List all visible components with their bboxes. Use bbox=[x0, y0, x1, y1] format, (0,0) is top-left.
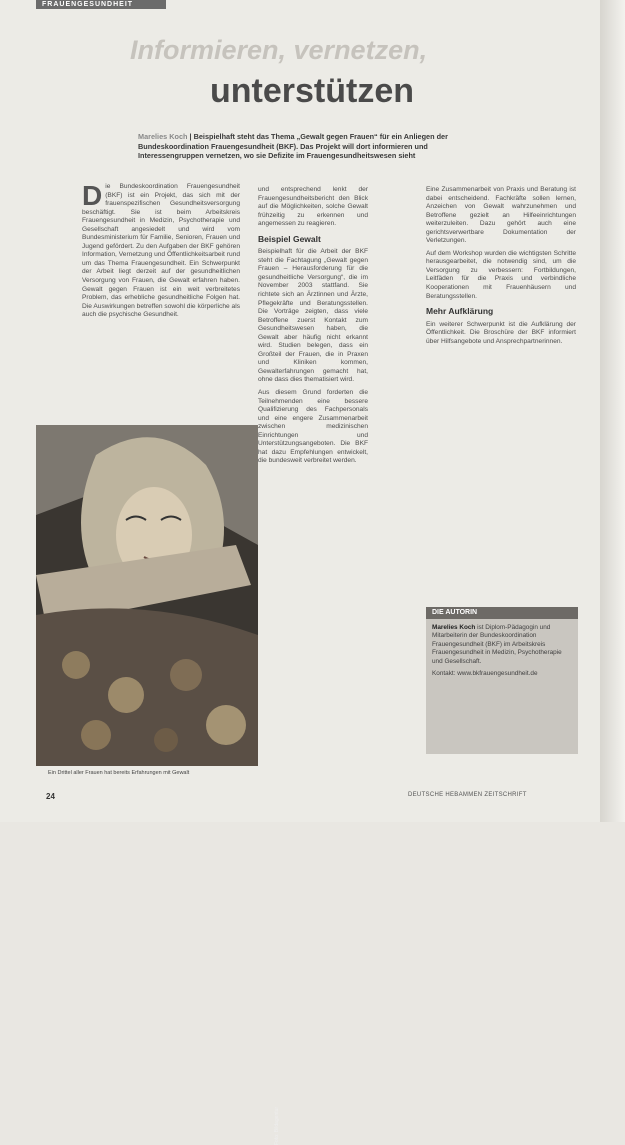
author-contact: Kontakt: www.bkfrauengesundheit.de bbox=[432, 670, 538, 678]
subheading-mehr-aufklaerung: Mehr Aufklärung bbox=[426, 306, 494, 317]
column-3-text-1: Eine Zusammenarbeit von Praxis und Beratung ist dabei entscheidend. Fachkräfte sollen lernen, Anzeichen von Gewalt wahrzunehmen und Betroffene gezielt an Hilfeeinrichtungen weiterzuleiten. Dazu gehört auch eine gerichtsverwertbare Dokumentation der Verletzungen. bbox=[426, 186, 576, 245]
headline-line-1: Informieren, vernetzen, bbox=[130, 35, 428, 65]
article-column-2 bbox=[258, 186, 368, 466]
section-label: FRAUENGESUNDHEIT bbox=[42, 1, 134, 8]
author-infobox bbox=[426, 607, 578, 754]
photo-credit: Foto: Bildagentur bbox=[274, 1106, 280, 1145]
article-column-3 bbox=[426, 186, 576, 346]
infobox-body bbox=[426, 619, 578, 683]
section-band bbox=[36, 0, 166, 9]
subheading-beispiel-gewalt: Beispiel Gewalt bbox=[258, 233, 321, 244]
author-bio: ist Diplom-Pädagogin und Mitarbeiterin der Bundeskoordination Frauengesundheit (BKF) im Arbeitskreis Frauengesundheit in Medizin, Psychotherapie und Gesellschaft. bbox=[432, 624, 562, 665]
photo-caption: Ein Drittel aller Frauen hat bereits Erfahrungen mit Gewalt bbox=[48, 770, 190, 776]
woman-portrait-image bbox=[36, 425, 258, 766]
column-2-text-2: Aus diesem Grund forderten die Teilnehmenden eine bessere Qualifizierung des Fachpersonals und eine engere Zusammenarbeit zwischen medizinischen Einrichtungen und Unterstützungsangeboten. Die BKF hat dazu Empfehlungen entwickelt, die bundesweit verbreitet werden. bbox=[258, 389, 368, 465]
article-column-1 bbox=[82, 180, 240, 320]
column-3-text-2: Auf dem Workshop wurden die wichtigsten Schritte herausgearbeitet, die notwendig sind, um die Versorgung zu verbessern: Fortbildungen, Leitfäden für die Praxis und verbindliche Kooperationen mit Frauenhäusern und Beratungsstellen. bbox=[426, 249, 576, 300]
lead-paragraph: Marelies Koch | Beispielhaft steht das Thema „Gewalt gegen Frauen“ für ein Anliegen der Bundeskoordination Frauengesundheit (BKF). Das Projekt will dort informieren und Interessengruppen vernetzen, wo sie Defizite im Frauengesundheitswesen sieht bbox=[138, 132, 448, 161]
headline-line-2: unterstützen bbox=[210, 72, 414, 110]
column-2-text-1: Beispielhaft für die Arbeit der BKF steht die Fachtagung „Gewalt gegen Frauen – Herausforderung für die gesundheitliche Versorgung“, die im November 2003 stattfand. Sie richtete sich an Ärztinnen und Ärzte, Pflegekräfte und Beratungsstellen. Die Vorträge zeigten, dass viele Betroffene zuerst Kontakt zum Gesundheitswesen haben, die Gewalt aber häufig nicht erkannt wird. Studien belegen, dass ein Großteil der Frauen, die in Praxen und Kliniken kommen, Gewalterfahrungen gemacht hat, ohne dass dies thematisiert wird. bbox=[258, 248, 368, 384]
column-3-text-3: Ein weiterer Schwerpunkt ist die Aufklärung der Öffentlichkeit. Die Broschüre der BKF informiert über Hilfsangebote und Ansprechpartnerinnen. bbox=[426, 320, 576, 345]
infobox-title: DIE AUTORIN bbox=[426, 607, 578, 619]
column-2-intro: und entsprechend lenkt der Frauengesundheitsbericht den Blick auf die Möglichkeiten, solche Gewalt frühzeitig zu erkennen und angemessen zu reagieren. bbox=[258, 186, 368, 228]
lead-author: Marelies Koch bbox=[138, 132, 188, 141]
column-1-text: ie Bundeskoordination Frauengesundheit (BKF) ist ein Projekt, das sich mit der frauenspezifischen Gesundheitsversorgung beschäftigt. Sie ist beim Arbeitskreis Frauengesundheit in Medizin, Psychotherapie und Gesellschaft angesiedelt und wird vom Bundesministerium für Familie, Senioren, Frauen und Jugend gefördert. Zu den Aufgaben der BKF gehören Information, Vernetzung und Öffentlichkeitsarbeit rund um das Thema Frauengesundheit. Ein Schwerpunkt der Arbeit liegt derzeit auf der gesundheitlichen Versorgung von Frauen, die Gewalt erfahren haben. Gewalt gegen Frauen ist ein weit verbreitetes Problem, das erhebliche gesundheitliche Folgen hat. Die Auswirkungen betreffen sowohl die körperliche als auch die psychische Gesundheit. bbox=[82, 183, 240, 319]
drop-cap: D bbox=[82, 180, 103, 211]
page-number: 24 bbox=[46, 792, 55, 801]
author-name: Marelies Koch bbox=[432, 624, 476, 631]
page-footer: DEUTSCHE HEBAMMEN ZEITSCHRIFT bbox=[408, 792, 527, 798]
page-gutter bbox=[600, 0, 625, 822]
lead-text: Beispielhaft steht das Thema „Gewalt gegen Frauen“ für ein Anliegen der Bundeskoordination Frauengesundheit (BKF). Das Projekt will dort informieren und Interessengruppen vernetzen, wo sie Defizite im Frauengesundheitswesen sieht bbox=[138, 132, 448, 161]
